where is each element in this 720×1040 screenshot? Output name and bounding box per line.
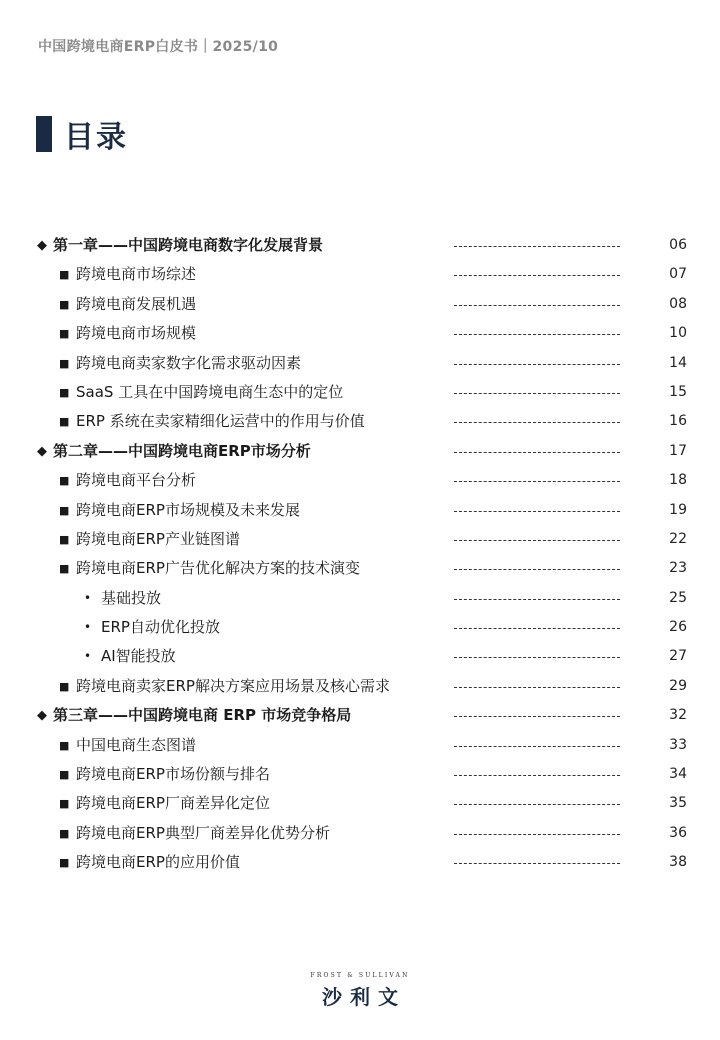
square-bullet-icon: ■ xyxy=(59,385,70,399)
toc-page-number: 18 xyxy=(669,472,687,489)
dotted-leader xyxy=(454,863,620,864)
square-bullet-icon: ■ xyxy=(59,562,70,576)
toc-page-number: 14 xyxy=(669,354,687,371)
square-bullet-icon: ■ xyxy=(59,297,70,311)
frost-sullivan-logo xyxy=(0,972,720,1010)
toc-chapter-entry[interactable] xyxy=(0,231,720,260)
square-bullet-icon: ■ xyxy=(59,532,70,546)
toc-section-entry[interactable] xyxy=(0,672,720,701)
toc-page-number: 08 xyxy=(669,295,687,312)
toc-page-number: 17 xyxy=(669,442,687,459)
dot-bullet-icon: • xyxy=(84,590,92,605)
document-header: 中国跨境电商ERP白皮书｜2025/10 xyxy=(38,39,279,55)
toc-section-entry[interactable] xyxy=(0,496,720,525)
toc-entry-label: 跨境电商平台分析 xyxy=(76,471,197,490)
square-bullet-icon: ■ xyxy=(59,415,70,429)
page-title xyxy=(36,114,128,154)
toc-entry-label: 第三章——中国跨境电商 ERP 市场竞争格局 xyxy=(53,706,352,725)
title-accent-bar xyxy=(36,116,52,152)
toc-page-number: 34 xyxy=(669,766,687,783)
toc-section-entry[interactable] xyxy=(0,731,720,760)
toc-entry-label: 跨境电商市场规模 xyxy=(76,324,197,343)
dotted-leader xyxy=(454,422,620,423)
toc-page-number: 27 xyxy=(669,648,687,665)
diamond-bullet-icon: ◆ xyxy=(37,443,47,459)
toc-chapter-entry[interactable] xyxy=(0,701,720,730)
toc-section-entry[interactable] xyxy=(0,848,720,877)
toc-page-number: 22 xyxy=(669,530,687,547)
toc-entry-label: 跨境电商ERP市场规模及未来发展 xyxy=(76,500,300,519)
toc-section-entry[interactable] xyxy=(0,789,720,818)
toc-entry-label: ERP 系统在卖家精细化运营中的作用与价值 xyxy=(76,412,365,431)
toc-entry-label: 跨境电商ERP厂商差异化定位 xyxy=(76,794,270,813)
toc-page-number: 26 xyxy=(669,619,687,636)
square-bullet-icon: ■ xyxy=(59,356,70,370)
dotted-leader xyxy=(454,657,620,658)
toc-entry-label: 跨境电商ERP的应用价值 xyxy=(76,853,240,872)
dotted-leader xyxy=(454,393,620,394)
dotted-leader xyxy=(454,599,620,600)
toc-entry-label: SaaS 工具在中国跨境电商生态中的定位 xyxy=(76,382,344,401)
dotted-leader xyxy=(454,275,620,276)
logo-english: FROST & SULLIVAN xyxy=(310,972,410,979)
toc-section-entry[interactable] xyxy=(0,290,720,319)
toc-page-number: 23 xyxy=(669,560,687,577)
dot-bullet-icon: • xyxy=(84,620,92,635)
toc-entry-label: 跨境电商卖家数字化需求驱动因素 xyxy=(76,353,302,372)
logo-chinese: 沙利文 xyxy=(322,985,406,1009)
toc-entry-label: 跨境电商卖家ERP解决方案应用场景及核心需求 xyxy=(76,676,390,695)
toc-entry-label: 跨境电商ERP典型厂商差异化优势分析 xyxy=(76,823,330,842)
toc-subsection-entry[interactable] xyxy=(0,642,720,671)
page-title-text: 目录 xyxy=(64,120,128,155)
toc-page-number: 19 xyxy=(669,501,687,518)
square-bullet-icon: ■ xyxy=(59,856,70,870)
dotted-leader xyxy=(454,804,620,805)
toc-entry-label: 跨境电商ERP广告优化解决方案的技术演变 xyxy=(76,559,360,578)
square-bullet-icon: ■ xyxy=(59,474,70,488)
toc-subsection-entry[interactable] xyxy=(0,584,720,613)
toc-entry-label: 跨境电商ERP市场份额与排名 xyxy=(76,765,270,784)
toc-section-entry[interactable] xyxy=(0,819,720,848)
toc-section-entry[interactable] xyxy=(0,466,720,495)
toc-page-number: 36 xyxy=(669,824,687,841)
toc-section-entry[interactable] xyxy=(0,378,720,407)
toc-entry-label: 中国电商生态图谱 xyxy=(76,735,197,754)
dotted-leader xyxy=(454,452,620,453)
toc-page-number: 16 xyxy=(669,413,687,430)
dotted-leader xyxy=(454,334,620,335)
toc-section-entry[interactable] xyxy=(0,554,720,583)
toc-page-number: 07 xyxy=(669,266,687,283)
toc-entry-label: ERP自动优化投放 xyxy=(101,618,220,637)
dotted-leader xyxy=(454,746,620,747)
toc-section-entry[interactable] xyxy=(0,407,720,436)
diamond-bullet-icon: ◆ xyxy=(37,708,47,724)
square-bullet-icon: ■ xyxy=(59,768,70,782)
table-of-contents xyxy=(0,231,720,878)
dotted-leader xyxy=(454,569,620,570)
square-bullet-icon: ■ xyxy=(59,797,70,811)
dotted-leader xyxy=(454,364,620,365)
dotted-leader xyxy=(454,687,620,688)
square-bullet-icon: ■ xyxy=(59,679,70,693)
dotted-leader xyxy=(454,481,620,482)
toc-page-number: 32 xyxy=(669,707,687,724)
dotted-leader xyxy=(454,834,620,835)
toc-entry-label: AI智能投放 xyxy=(101,647,176,666)
square-bullet-icon: ■ xyxy=(59,826,70,840)
dot-bullet-icon: • xyxy=(84,649,92,664)
toc-page-number: 29 xyxy=(669,677,687,694)
dotted-leader xyxy=(454,246,620,247)
toc-entry-label: 第二章——中国跨境电商ERP市场分析 xyxy=(53,441,311,460)
square-bullet-icon: ■ xyxy=(59,268,70,282)
toc-section-entry[interactable] xyxy=(0,525,720,554)
toc-page-number: 35 xyxy=(669,795,687,812)
dotted-leader xyxy=(454,716,620,717)
toc-page-number: 38 xyxy=(669,854,687,871)
dotted-leader xyxy=(454,540,620,541)
toc-section-entry[interactable] xyxy=(0,260,720,289)
dotted-leader xyxy=(454,628,620,629)
toc-entry-label: 跨境电商发展机遇 xyxy=(76,294,197,313)
toc-subsection-entry[interactable] xyxy=(0,613,720,642)
toc-entry-label: 跨境电商市场综述 xyxy=(76,265,197,284)
square-bullet-icon: ■ xyxy=(59,738,70,752)
toc-page-number: 15 xyxy=(669,383,687,400)
toc-section-entry[interactable] xyxy=(0,349,720,378)
toc-section-entry[interactable] xyxy=(0,760,720,789)
toc-entry-label: 跨境电商ERP产业链图谱 xyxy=(76,529,240,548)
toc-page-number: 33 xyxy=(669,736,687,753)
diamond-bullet-icon: ◆ xyxy=(37,238,47,253)
toc-page-number: 25 xyxy=(669,589,687,606)
toc-chapter-entry[interactable] xyxy=(0,437,720,466)
toc-entry-label: 基础投放 xyxy=(101,588,162,607)
toc-entry-label: 第一章——中国跨境电商数字化发展背景 xyxy=(53,236,324,254)
toc-page-number: 06 xyxy=(669,237,687,253)
square-bullet-icon: ■ xyxy=(59,327,70,341)
dotted-leader xyxy=(454,305,620,306)
toc-page-number: 10 xyxy=(669,325,687,342)
dotted-leader xyxy=(454,775,620,776)
toc-section-entry[interactable] xyxy=(0,319,720,348)
dotted-leader xyxy=(454,511,620,512)
square-bullet-icon: ■ xyxy=(59,503,70,517)
